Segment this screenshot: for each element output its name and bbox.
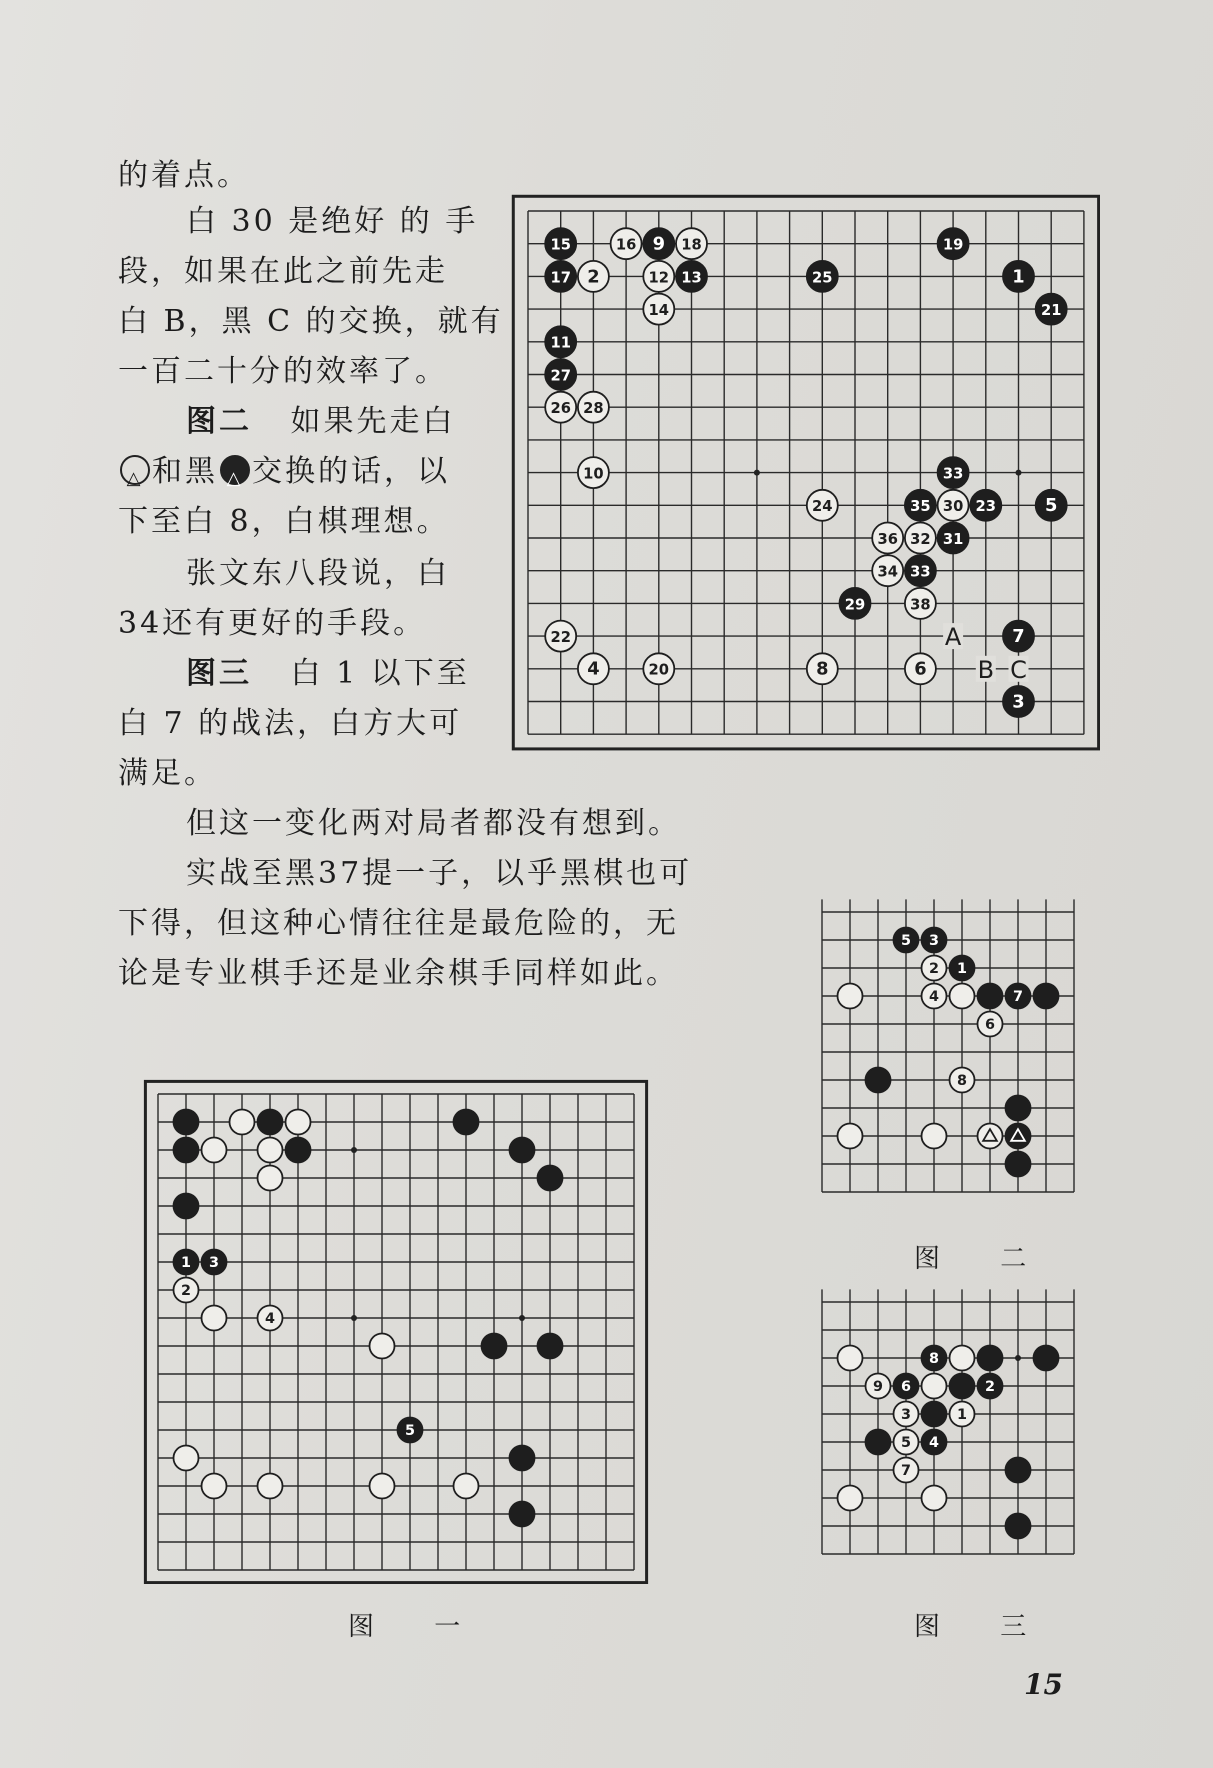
move-number: 33 [942, 465, 964, 483]
white-stone [905, 653, 936, 684]
black-stone [258, 1110, 283, 1135]
white-stone [950, 1068, 975, 1093]
black-stone [922, 1346, 947, 1371]
white-stone [978, 1012, 1003, 1037]
move-number: 28 [583, 400, 604, 418]
black-stone [1003, 621, 1034, 652]
move-number: 36 [877, 530, 898, 548]
paragraph-line: 白 7 的战法，白方大可 [118, 706, 463, 741]
paragraph-line: 段，如果在此之前先走 [118, 254, 448, 289]
paragraph-line: 但这一变化两对局者都没有想到。 [186, 806, 681, 841]
black-stone [510, 1502, 535, 1527]
black-stone [286, 1138, 311, 1163]
star-point [351, 1315, 357, 1321]
paragraph-line: 下至白 8，白棋理想。 [118, 504, 450, 539]
white-stone [905, 588, 936, 619]
white-stone [578, 261, 609, 292]
figure-heading: 图二 [186, 404, 252, 439]
black-stone [174, 1194, 199, 1219]
move-number: 30 [942, 498, 964, 516]
black-stone [510, 1138, 535, 1163]
white-stone [611, 228, 642, 259]
board-letter-label: A [944, 623, 962, 652]
white-stone [578, 653, 609, 684]
move-number: 2 [985, 1378, 995, 1395]
black-stone [1006, 1152, 1031, 1177]
white-stone [202, 1138, 227, 1163]
move-number: 2 [587, 266, 600, 288]
white-stone [286, 1110, 311, 1135]
move-number: 34 [877, 563, 898, 581]
white-stone [578, 392, 609, 423]
black-stone [454, 1110, 479, 1135]
move-number: 20 [648, 661, 670, 679]
white-stone [174, 1278, 199, 1303]
move-number: 6 [901, 1378, 911, 1395]
black-stone [950, 956, 975, 981]
move-number: 17 [550, 269, 571, 287]
black-stone [978, 1374, 1003, 1399]
paragraph-line: 的着点。 [118, 158, 250, 193]
black-stone [545, 359, 576, 390]
white-stone [922, 1124, 947, 1149]
move-number: 1 [1012, 266, 1025, 288]
white-stone [894, 1430, 919, 1455]
move-number: 24 [812, 498, 833, 516]
move-number: 6 [914, 658, 927, 680]
black-stone [1034, 984, 1059, 1009]
figure-1-board-svg [130, 1066, 650, 1584]
star-point [1015, 1355, 1021, 1361]
figure-2-board-svg [800, 884, 1100, 1212]
move-number: 1 [957, 1406, 967, 1423]
white-stone [258, 1166, 283, 1191]
move-number: 10 [583, 465, 604, 483]
white-stone [230, 1110, 255, 1135]
move-number: 8 [816, 658, 829, 680]
move-number: 22 [550, 628, 571, 646]
paragraph-line: 下得，但这种心情往往是最危险的，无 [118, 906, 679, 941]
black-stone [545, 261, 576, 292]
move-number: 35 [910, 498, 931, 516]
black-stone [1036, 490, 1067, 521]
move-number: 2 [929, 960, 939, 977]
black-stone [676, 261, 707, 292]
white-stone [922, 1486, 947, 1511]
white-stone [866, 1374, 891, 1399]
white-stone [370, 1334, 395, 1359]
white-stone [454, 1474, 479, 1499]
figure-2-go-board [800, 884, 1100, 1216]
white-stone [922, 956, 947, 981]
paragraph-line: 34还有更好的手段。 [118, 606, 427, 641]
board-letter-label: C [1010, 655, 1027, 684]
star-point [1016, 470, 1022, 476]
white-stone [950, 1346, 975, 1371]
black-stone [510, 1446, 535, 1471]
move-number: 7 [1012, 625, 1025, 647]
paragraph-line: 论是专业棋手还是业余棋手同样如此。 [118, 956, 679, 991]
white-stone [807, 653, 838, 684]
black-stone [978, 1346, 1003, 1371]
black-stone [1006, 1096, 1031, 1121]
black-stone [894, 928, 919, 953]
main-board-svg [500, 176, 1100, 774]
white-stone [950, 1402, 975, 1427]
black-stone [1006, 1124, 1031, 1149]
white-stone [258, 1138, 283, 1163]
move-number: 4 [265, 1310, 275, 1327]
figure-1-go-board [130, 1066, 650, 1588]
figure-3-go-board [800, 1282, 1100, 1586]
white-stone [894, 1402, 919, 1427]
white-stone [807, 490, 838, 521]
black-stone [950, 1374, 975, 1399]
black-stone [840, 588, 871, 619]
move-number: 4 [929, 988, 939, 1005]
black-stone [978, 984, 1003, 1009]
move-number: 9 [873, 1378, 883, 1395]
white-stone [922, 984, 947, 1009]
black-stone [538, 1166, 563, 1191]
black-stone [398, 1418, 423, 1443]
paragraph-text: 白 1 以下至 [290, 656, 470, 691]
black-stone [202, 1250, 227, 1275]
black-stone [938, 228, 969, 259]
white-stone [258, 1474, 283, 1499]
star-point [351, 1147, 357, 1153]
move-number: 33 [910, 563, 931, 581]
paragraph-line: 白 B，黑 C 的交换，就有 [118, 304, 504, 339]
move-number: 13 [681, 269, 702, 287]
paragraph-line: 张文东八段说，白 [186, 556, 450, 591]
black-stone [545, 326, 576, 357]
move-number: 26 [550, 400, 571, 418]
white-stone [643, 653, 674, 684]
black-stone [970, 490, 1001, 521]
page-number: 15 [1024, 1668, 1063, 1701]
black-stone [174, 1250, 199, 1275]
black-stone [174, 1138, 199, 1163]
star-point [519, 1315, 525, 1321]
black-stone [545, 228, 576, 259]
paragraph-text: 和黑 [152, 454, 218, 489]
black-stone [174, 1110, 199, 1135]
white-stone [258, 1306, 283, 1331]
black-stone [938, 523, 969, 554]
black-stone [922, 1430, 947, 1455]
white-stone [872, 555, 903, 586]
black-stone [1034, 1346, 1059, 1371]
black-stone [1003, 261, 1034, 292]
figure-1-caption: 图 一 [348, 1612, 487, 1642]
move-number: 14 [648, 301, 670, 319]
white-stone [643, 261, 674, 292]
black-stone [938, 457, 969, 488]
figure-2-caption: 图 二 [914, 1244, 1053, 1274]
white-stone [838, 984, 863, 1009]
black-stone [905, 490, 936, 521]
black-stone [866, 1430, 891, 1455]
move-number: 18 [681, 236, 702, 254]
white-stone [838, 1486, 863, 1511]
paragraph-line: 实战至黑37提一子，以乎黑棋也可 [186, 856, 693, 891]
move-number: 3 [209, 1254, 219, 1271]
move-number: 25 [812, 269, 833, 287]
white-stone [922, 1374, 947, 1399]
white-stone [370, 1474, 395, 1499]
main-go-board [500, 176, 1100, 778]
paragraph-line: 白 30 是绝好 的 手 [186, 204, 479, 239]
move-number: 5 [1044, 495, 1058, 517]
black-stone [894, 1374, 919, 1399]
white-stone [202, 1474, 227, 1499]
move-number: 6 [985, 1016, 995, 1033]
move-number: 15 [550, 236, 571, 254]
move-number: 19 [942, 236, 964, 254]
white-stone [978, 1124, 1003, 1149]
white-stone [938, 490, 969, 521]
black-stone [1003, 686, 1034, 717]
move-number: 32 [910, 530, 931, 548]
white-stone [676, 228, 707, 259]
paragraph-line: 一百二十分的效率了。 [118, 354, 448, 389]
move-number: 21 [1040, 301, 1062, 319]
figure-3-board-svg [800, 1282, 1100, 1582]
white-stone [950, 984, 975, 1009]
move-number: 5 [405, 1422, 415, 1439]
move-number: 29 [844, 596, 866, 614]
move-number: 11 [550, 334, 571, 352]
board-letter-label: B [977, 655, 995, 684]
white-stone [643, 294, 674, 325]
move-number: 4 [929, 1434, 939, 1451]
move-number: 8 [929, 1350, 939, 1367]
white-stone [545, 621, 576, 652]
move-number: 3 [901, 1406, 911, 1423]
white-stone [545, 392, 576, 423]
black-stone [922, 1402, 947, 1427]
black-stone [922, 928, 947, 953]
move-number: 3 [1012, 691, 1025, 713]
black-stone [1006, 1458, 1031, 1483]
white-stone [872, 523, 903, 554]
paragraph-line [118, 448, 450, 496]
black-stone [482, 1334, 507, 1359]
black-stone [643, 228, 674, 259]
black-stone [866, 1068, 891, 1093]
paragraph-text: 交换的话，以 [252, 454, 450, 489]
black-stone [807, 261, 838, 292]
move-number: 2 [181, 1282, 191, 1299]
white-stone [838, 1346, 863, 1371]
move-number: 1 [957, 960, 967, 977]
white-stone [202, 1306, 227, 1331]
move-number: 38 [910, 596, 931, 614]
move-number: 5 [901, 932, 911, 949]
move-number: 8 [957, 1072, 967, 1089]
move-number: 5 [901, 1434, 911, 1451]
move-number: 1 [181, 1254, 191, 1271]
black-stone [1006, 1514, 1031, 1539]
move-number: 27 [550, 367, 571, 385]
black-stone [1036, 294, 1067, 325]
move-number: 9 [652, 233, 666, 255]
white-stone [905, 523, 936, 554]
move-number: 7 [1013, 988, 1023, 1005]
white-stone [174, 1446, 199, 1471]
paragraph-line [186, 650, 470, 698]
white-triangle-stone-icon [120, 455, 150, 485]
paragraph-text: 如果先走白 [290, 404, 456, 439]
black-stone [538, 1334, 563, 1359]
figure-heading: 图三 [186, 656, 252, 691]
move-number: 12 [648, 269, 670, 287]
paragraph-line [186, 398, 456, 446]
move-number: 31 [942, 530, 964, 548]
paragraph-line: 满足。 [118, 756, 217, 791]
move-number: 4 [587, 658, 600, 680]
black-triangle-stone-icon [220, 455, 250, 485]
black-stone [905, 555, 936, 586]
move-number: 7 [901, 1462, 911, 1479]
move-number: 23 [975, 498, 997, 516]
move-number: 16 [615, 236, 637, 254]
figure-3-caption: 图 三 [914, 1612, 1053, 1642]
white-stone [894, 1458, 919, 1483]
white-stone [838, 1124, 863, 1149]
move-number: 3 [929, 932, 939, 949]
white-stone [578, 457, 609, 488]
star-point [754, 470, 760, 476]
black-stone [1006, 984, 1031, 1009]
